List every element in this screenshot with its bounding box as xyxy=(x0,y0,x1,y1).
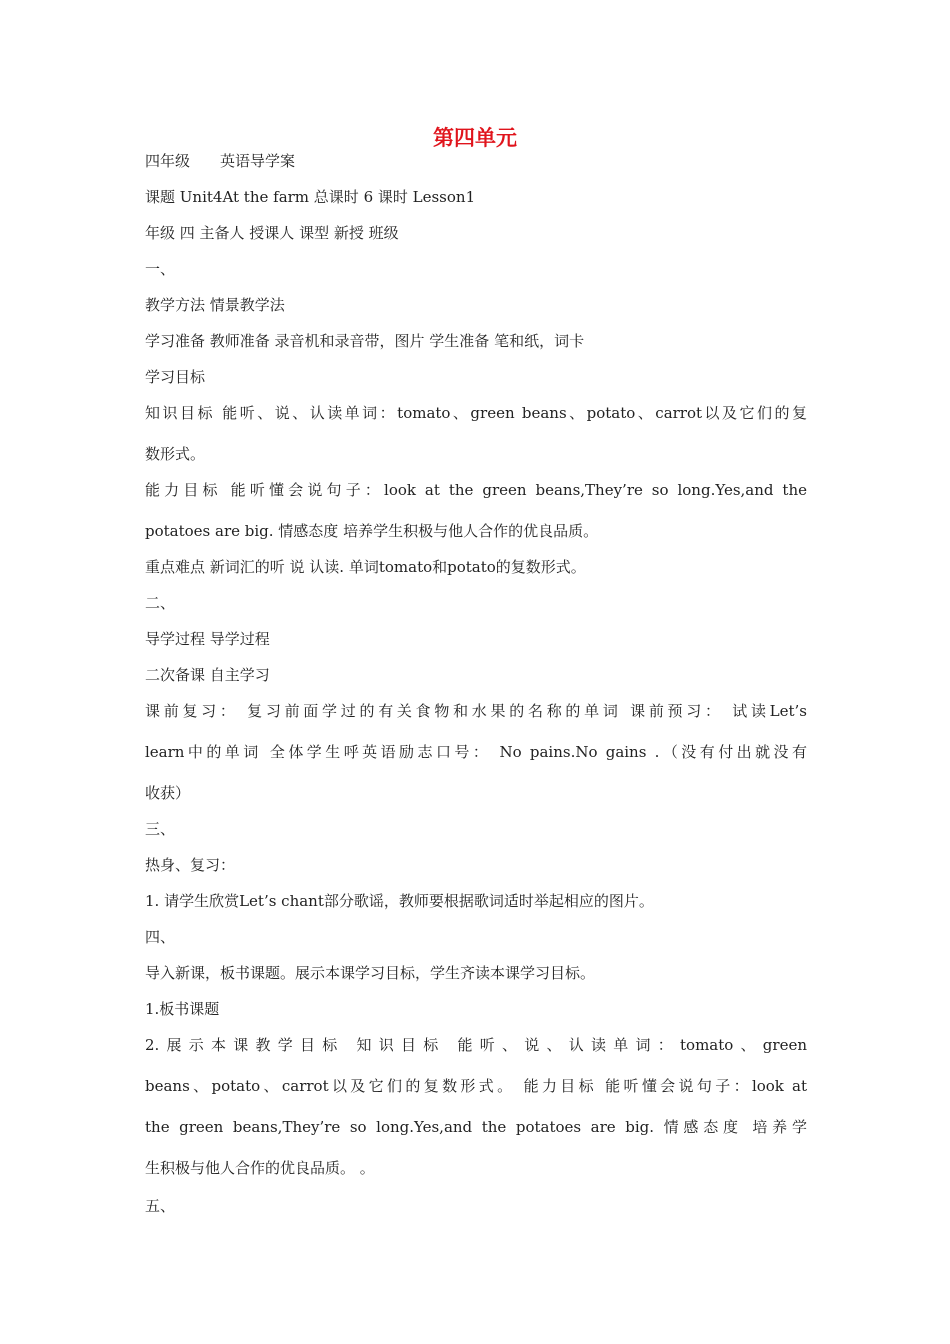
text-line: 2.展示本课教学目标 知识目标 能听、说、认读单词：tomato、green xyxy=(145,1036,807,1054)
text-line: learn中的单词 全体学生呼英语励志口号： No pains.No gains .（没有付出就没有 xyxy=(145,743,807,761)
text-line: 年级 四 主备人 授课人 课型 新授 班级 xyxy=(145,224,399,242)
text-line: 教学方法 情景教学法 xyxy=(145,296,285,314)
text-line: 热身、复习： xyxy=(145,856,236,874)
text-line: 课题 Unit4At the farm 总课时 6 课时 Lesson1 xyxy=(145,188,476,206)
text-line: 1. 请学生欣赏Let’s chant部分歌谣，教师要根据歌词适时举起相应的图片。 xyxy=(145,892,654,910)
text-line: the green beans,They’re so long.Yes,and the potatoes are big. 情感态度 培养学 xyxy=(145,1118,807,1136)
text-line: 生积极与他人合作的优良品质。 。 xyxy=(145,1159,375,1177)
text-line: 重点难点 新词汇的听 说 认读. 单词tomato和potato的复数形式。 xyxy=(145,558,586,576)
text-line: 数形式。 xyxy=(145,445,206,463)
text-line: potatoes are big. 情感态度 培养学生积极与他人合作的优良品质。 xyxy=(145,522,599,540)
text-line: 1.板书课题 xyxy=(145,1000,220,1018)
text-line: 课前复习： 复习前面学过的有关食物和水果的名称的单词 课前预习： 试读Let’s xyxy=(145,702,807,720)
text-line: 导入新课，板书课题。展示本课学习目标，学生齐读本课学习目标。 xyxy=(145,964,596,982)
text-line: 二、 xyxy=(145,594,176,612)
text-line: 导学过程 导学过程 xyxy=(145,630,270,648)
text-line: beans、potato、carrot以及它们的复数形式。 能力目标 能听懂会说句子：look at xyxy=(145,1077,807,1095)
page-title: 第四单元 xyxy=(433,126,517,150)
text-line: 三、 xyxy=(145,820,176,838)
text-line: 二次备课 自主学习 xyxy=(145,666,270,684)
text-line: 能力目标 能听懂会说句子：look at the green beans,They’re so long.Yes,and the xyxy=(145,481,807,499)
text-line: 收获） xyxy=(145,784,191,802)
text-line: 五、 xyxy=(145,1197,176,1215)
text-line: 知识目标 能听、说、认读单词：tomato、green beans、potato、carrot以及它们的复 xyxy=(145,404,807,422)
text-line: 一、 xyxy=(145,260,176,278)
text-line: 学习准备 教师准备 录音机和录音带，图片 学生准备 笔和纸，词卡 xyxy=(145,332,585,350)
text-line: 学习目标 xyxy=(145,368,206,386)
text-line: 四年级 英语导学案 xyxy=(145,152,296,170)
text-line: 四、 xyxy=(145,928,176,946)
